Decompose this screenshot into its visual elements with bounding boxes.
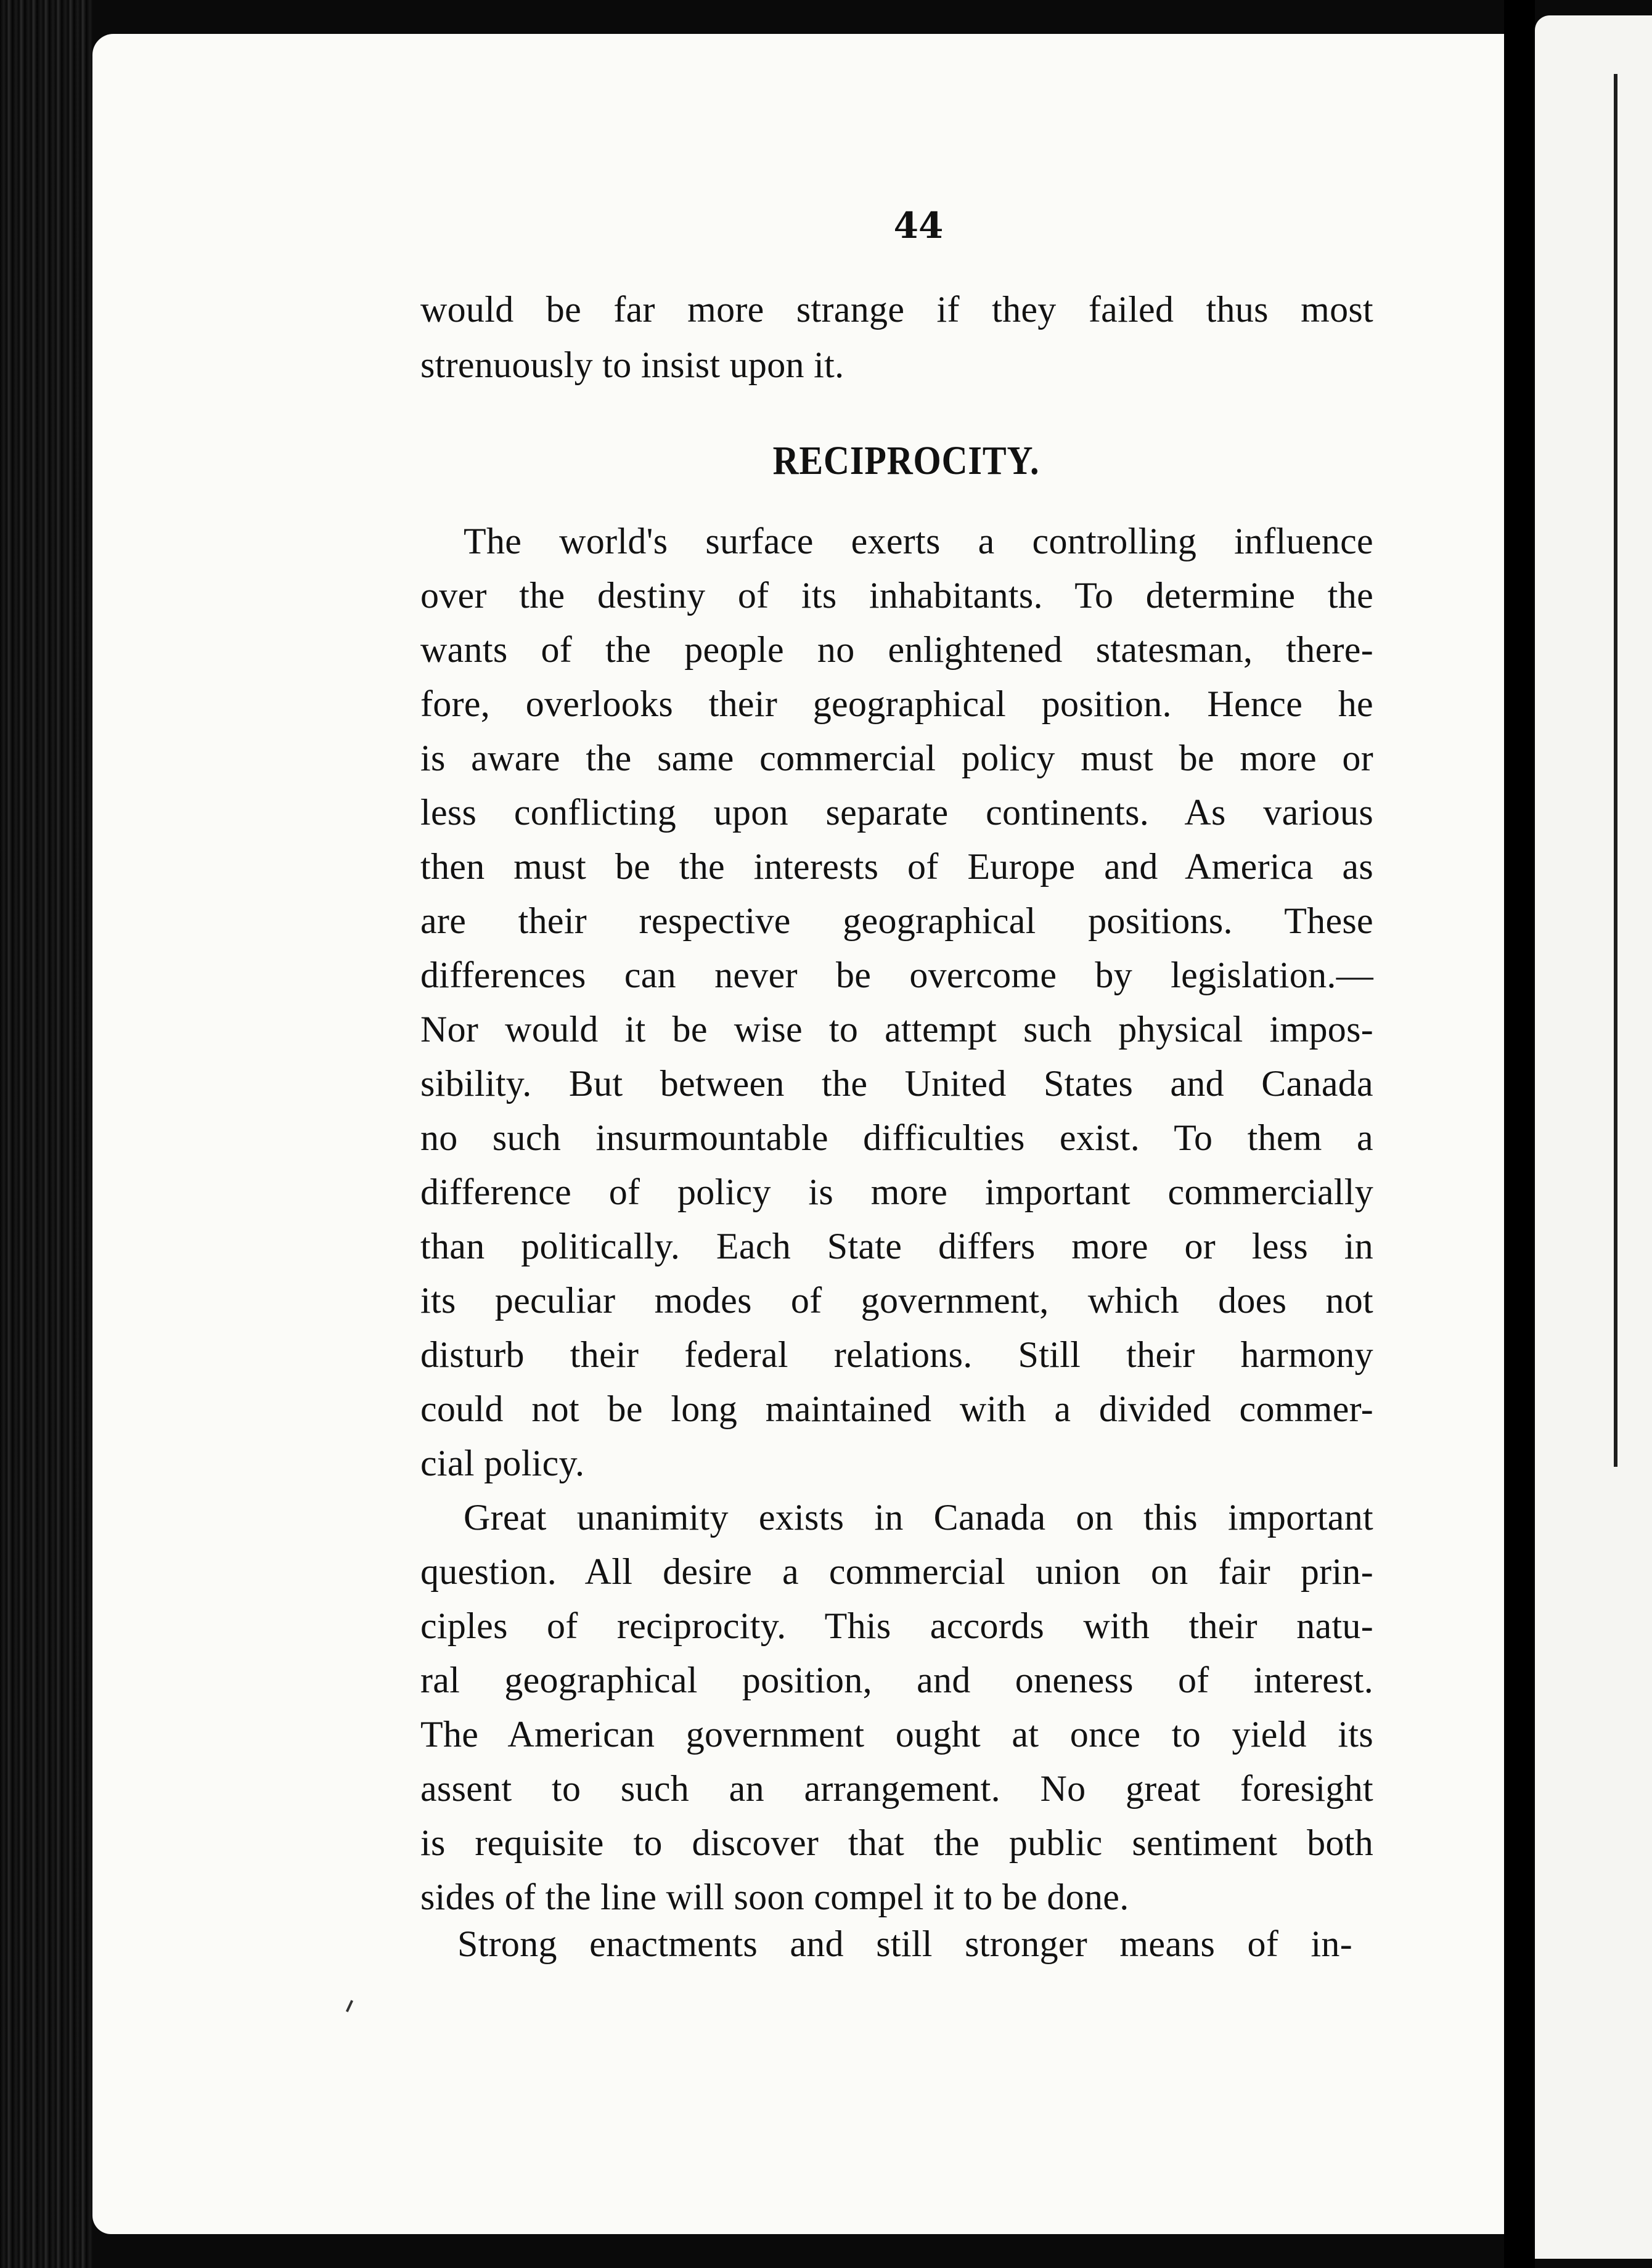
text-line: disturb their federal relations. Still their harmony [420, 1334, 1373, 1375]
text-line: assent to such an arrangement. No great foresight [420, 1768, 1373, 1809]
text-line: are their respective geographical positions. These [420, 900, 1373, 941]
text-line: cial policy. [420, 1443, 585, 1483]
text-line: then must be the interests of Europe and America as [420, 846, 1373, 887]
text-line: strenuously to insist upon it. [420, 345, 844, 385]
facing-page-edge [1535, 15, 1652, 2259]
book-gutter [1504, 0, 1535, 2268]
text-line: Strong enactments and still stronger means of in- [457, 1923, 1352, 1964]
text-line: question. All desire a commercial union on fair prin- [420, 1551, 1373, 1592]
text-line: The American government ought at once to yield its [420, 1714, 1373, 1755]
text-line: ral geographical position, and oneness of interest. [420, 1660, 1373, 1700]
text-line: difference of policy is more important commercially [420, 1172, 1373, 1212]
text-line: than politically. Each State differs more or less in [420, 1226, 1373, 1267]
book-edge-binding [0, 0, 92, 2268]
text-line: sibility. But between the United States and Canada [420, 1063, 1373, 1104]
text-line: Nor would it be wise to attempt such physical impos- [420, 1009, 1373, 1050]
text-line: differences can never be overcome by legislation.— [420, 955, 1373, 995]
text-line: fore, overlooks their geographical position. Hence he [420, 683, 1373, 724]
text-line: its peculiar modes of government, which does not [420, 1280, 1373, 1321]
text-line: is aware the same commercial policy must be more or [420, 738, 1373, 778]
text-line: Great unanimity exists in Canada on this important [464, 1497, 1373, 1538]
page-number: 44 [893, 205, 944, 247]
text-line: less conflicting upon separate continents. As various [420, 792, 1373, 833]
text-line: sides of the line will soon compel it to be done. [420, 1877, 1129, 1917]
text-line: over the destiny of its inhabitants. To determine the [420, 575, 1373, 616]
text-line: no such insurmountable difficulties exist. To them a [420, 1117, 1373, 1158]
text-line: The world's surface exerts a controlling influence [464, 521, 1373, 561]
text-line: would be far more strange if they failed thus most [420, 289, 1373, 330]
text-line: is requisite to discover that the public sentiment both [420, 1822, 1373, 1863]
facing-page-rule [1614, 74, 1617, 1467]
text-line: ciples of reciprocity. This accords with their natu- [420, 1605, 1373, 1646]
text-line: could not be long maintained with a divided commer- [420, 1389, 1373, 1429]
text-line: wants of the people no enlightened statesman, there- [420, 629, 1373, 670]
section-heading: RECIPROCITY. [772, 438, 1040, 483]
